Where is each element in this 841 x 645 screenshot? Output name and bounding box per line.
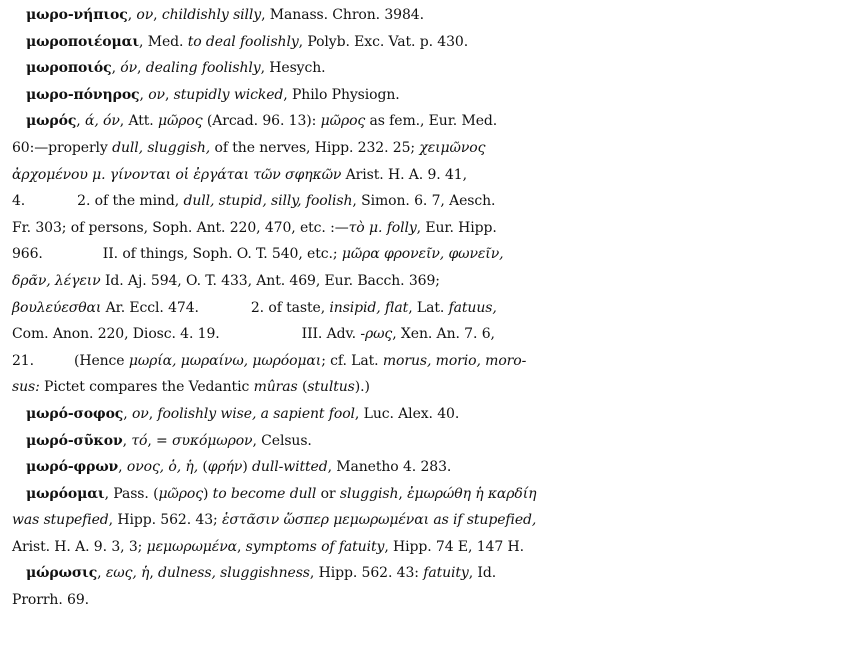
definition: stupidly wicked [173, 86, 284, 103]
entry-moro-sophos: μωρό-σοφος, ον, foolishly wise, a sapient fool, Luc. Alex. 40. [26, 405, 460, 422]
entry-line: δρᾶν, λέγειν Id. Aj. 594, O. T. 433, Ant. 469, Eur. Bacch. 369; [12, 272, 440, 289]
entry-line: Fr. 303; of persons, Soph. Ant. 220, 470, etc. :—τὸ μ. folly, Eur. Hipp. [12, 219, 497, 236]
entry-moropoios: μωροποιός, όν, dealing foolishly, Hesych. [26, 60, 326, 77]
definition: childishly silly [161, 7, 262, 23]
entry-line: 966. II. of things, Soph. O. T. 540, etc.; μῶρα φρονεῖν, φωνεῖν, [12, 246, 504, 263]
definition: to deal foolishly [187, 33, 299, 50]
entry-moro-sykon: μωρό-σῦκον, τό, = συκόμωρον, Celsus. [26, 432, 312, 449]
headword: μωρό-σοφος [26, 405, 124, 422]
entry-line: 4. 2. of the mind, dull, stupid, silly, foolish, Simon. 6. 7, Aesch. [12, 193, 496, 210]
headword: μωρόομαι [26, 485, 105, 502]
entry-line: 21. (Hence μωρία, μωραίνω, μωρόομαι; cf. Lat. morus, morio, moro- [12, 352, 527, 369]
entry-line: μώρωσις, εως, ἡ, dulness, sluggishness, Hipp. 562. 43: fatuity, Id. [26, 565, 497, 582]
entry-line: βουλεύεσθαι Ar. Eccl. 474. 2. of taste, insipid, flat, Lat. fatuus, [12, 299, 497, 316]
entry-moros [12, 108, 841, 401]
headword: μωρό-φρων [26, 459, 119, 476]
entry-moro-nepios: μωρο-νήπιος, ον, childishly silly, Manass. Chron. 3984. [26, 7, 424, 23]
entry-line: Arist. H. A. 9. 3, 3; μεμωρωμένα, symptoms of fatuity, Hipp. 74 E, 147 H. [12, 538, 524, 555]
entry-moroomai [12, 481, 841, 561]
entry-line: Com. Anon. 220, Diosc. 4. 19. III. Adv. -ρως, Xen. An. 7. 6, [12, 326, 495, 343]
headword: μωροποιέομαι [26, 33, 140, 50]
entry-line: μωρός, ά, όν, Att. μῶρος (Arcad. 96. 13): μῶρος as fem., Eur. Med. [26, 113, 498, 130]
entry-line: ἀρχομένου μ. γίνονται οἱ ἐργάται τῶν σφηκῶν Arist. H. A. 9. 41, [12, 166, 467, 183]
entry-line: was stupefied, Hipp. 562. 43; ἑστᾶσιν ὥσπερ μεμωρωμέναι as if stupefied, [12, 512, 537, 529]
definition: foolishly wise, a sapient fool [157, 405, 355, 422]
headword: μωρο-πόνηρος [26, 86, 140, 103]
definition: dealing foolishly [145, 60, 261, 77]
headword: μωρο-νήπιος [26, 7, 128, 23]
entry-line: μωρόομαι, Pass. (μῶρος) to become dull or sluggish, ἐμωρώθη ἡ καρδίη [26, 485, 537, 502]
entry-moro-phron: μωρό-φρων, ονος, ὁ, ἡ, (φρήν) dull-witted, Manetho 4. 283. [26, 459, 452, 476]
entry-line: Prorrh. 69. [12, 592, 90, 609]
definition: dull-witted [252, 459, 328, 476]
entry-line: sus: Pictet compares the Vedantic mûras (stultus).) [12, 379, 370, 396]
headword: μωροποιός [26, 60, 112, 77]
headword: μωρός [26, 113, 77, 130]
entry-moropoieomai: μωροποιέομαι, Med. to deal foolishly, Polyb. Exc. Vat. p. 430. [26, 33, 469, 50]
headword: μώρωσις [26, 565, 98, 582]
entry-line: 60:—properly dull, sluggish, of the nerves, Hipp. 232. 25; χειμῶνος [12, 139, 486, 156]
headword: μωρό-σῦκον [26, 432, 123, 449]
entry-moro-poneros: μωρο-πόνηρος, ον, stupidly wicked, Philo Physiogn. [26, 86, 400, 103]
entry-morosis [12, 560, 841, 613]
